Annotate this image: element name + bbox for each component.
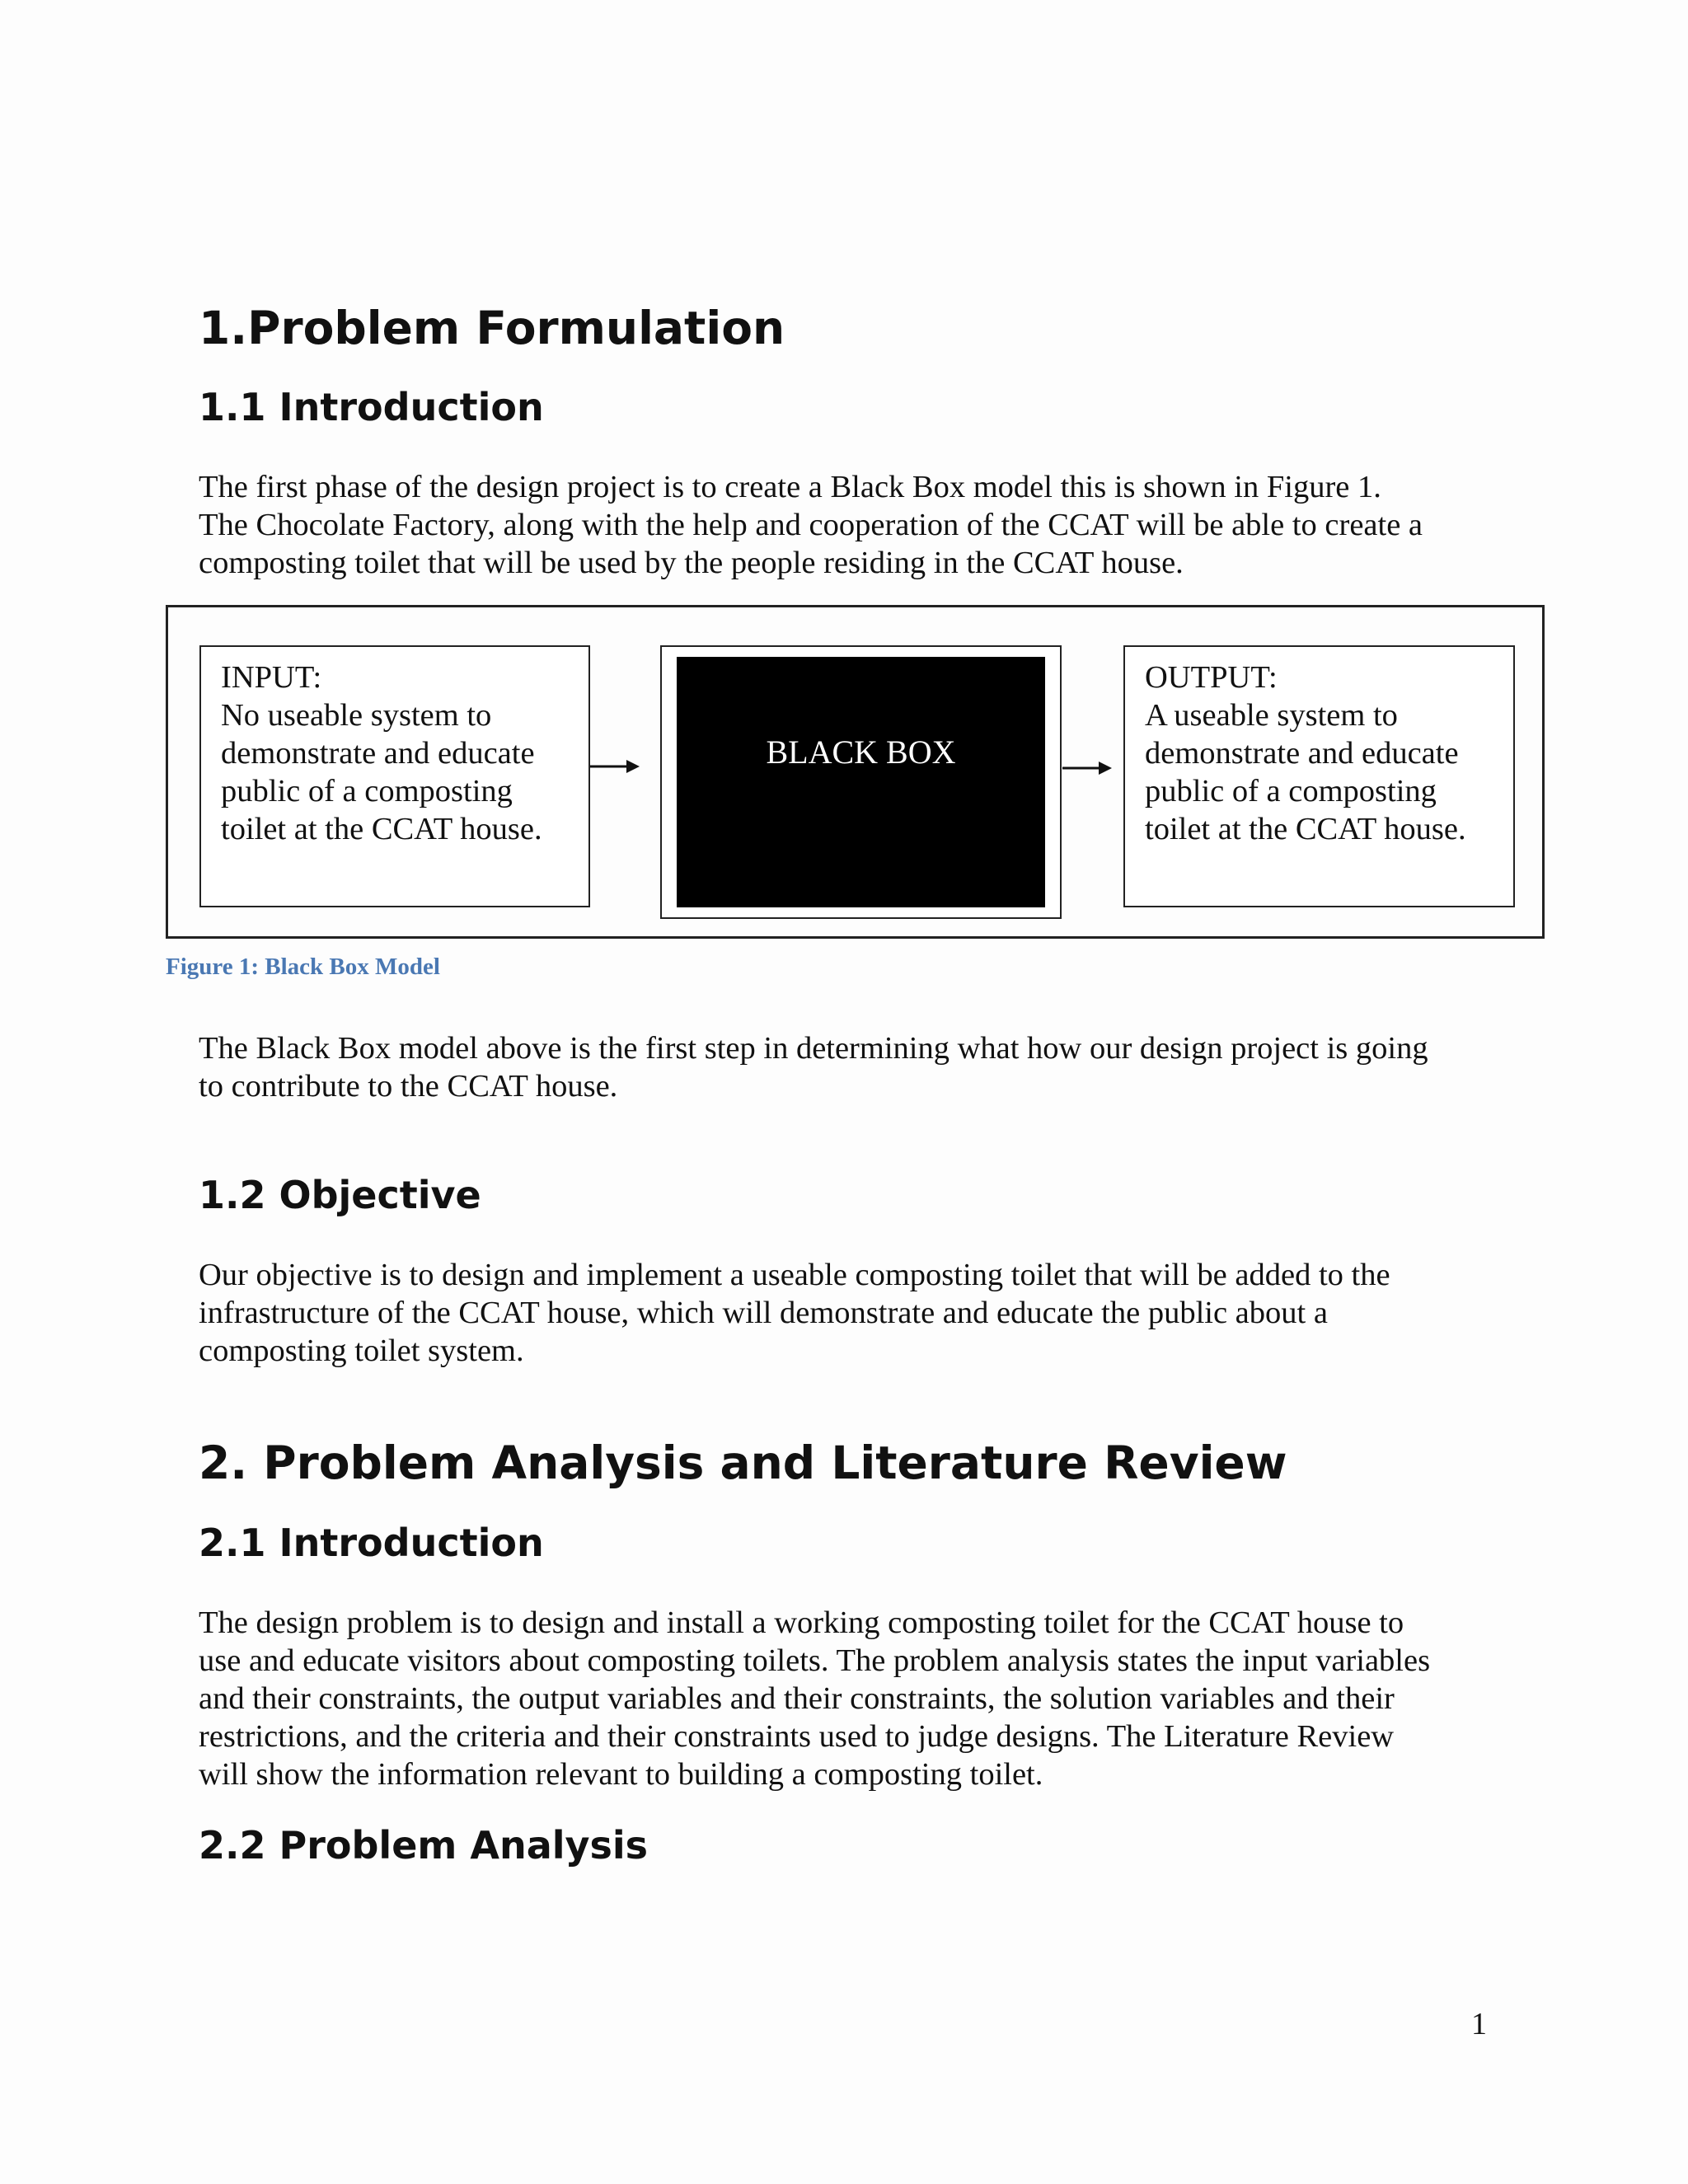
arrow-right-icon [588, 757, 641, 776]
output-label: OUTPUT: [1145, 660, 1278, 695]
text-line: The Chocolate Factory, along with the help and cooperation of the CCAT will be able to create a [199, 508, 1423, 542]
page-number: 1 [1471, 2007, 1487, 2041]
section-1-heading: 1.Problem Formulation [199, 302, 785, 354]
text-line: The first phase of the design project is to create a Black Box model this is shown in Figure 1. [199, 470, 1381, 504]
section-2-heading: 2. Problem Analysis and Literature Review [199, 1436, 1287, 1489]
text-line: toilet at the CCAT house. [1145, 812, 1466, 846]
text-line: public of a composting [221, 774, 513, 808]
input-box [199, 645, 590, 907]
text-line: to contribute to the CCAT house. [199, 1069, 618, 1104]
text-line: infrastructure of the CCAT house, which will demonstrate and educate the public about a [199, 1296, 1328, 1330]
text-line: The Black Box model above is the first step in determining what how our design project is going [199, 1031, 1428, 1066]
black-box [677, 657, 1045, 907]
text-line: public of a composting [1145, 774, 1437, 808]
section-2-2-heading: 2.2 Problem Analysis [199, 1823, 649, 1868]
text-line: demonstrate and educate [1145, 736, 1459, 771]
text-line: and their constraints, the output variables and their constraints, the solution variables and their [199, 1681, 1395, 1716]
section-2-1-paragraph [199, 1604, 1509, 1793]
text-line: composting toilet that will be used by the people residing in the CCAT house. [199, 546, 1184, 580]
text-line: use and educate visitors about composting toilets. The problem analysis states the input variables [199, 1643, 1431, 1678]
text-line: toilet at the CCAT house. [221, 812, 542, 846]
after-figure-paragraph [199, 1029, 1509, 1105]
section-1-2-heading: 1.2 Objective [199, 1173, 481, 1217]
text-line: demonstrate and educate [221, 736, 535, 771]
text-line: restrictions, and the criteria and their constraints used to judge designs. The Literature Review [199, 1719, 1395, 1754]
text-line: The design problem is to design and install a working composting toilet for the CCAT house to [199, 1605, 1404, 1640]
section-1-1-heading: 1.1 Introduction [199, 385, 544, 429]
text-line: composting toilet system. [199, 1333, 524, 1368]
text-line: A useable system to [1145, 698, 1398, 733]
section-1-1-paragraph [199, 468, 1509, 582]
figure-caption: Figure 1: Black Box Model [166, 954, 440, 980]
output-box [1123, 645, 1515, 907]
section-2-1-heading: 2.1 Introduction [199, 1521, 544, 1565]
text-line: No useable system to [221, 698, 492, 733]
text-line: Our objective is to design and implement a useable composting toilet that will be added to the [199, 1258, 1390, 1292]
black-box-label: BLACK BOX [766, 733, 956, 771]
objective-paragraph [199, 1256, 1509, 1370]
arrow-right-icon [1061, 758, 1114, 778]
input-label: INPUT: [221, 660, 322, 695]
text-line: will show the information relevant to building a composting toilet. [199, 1757, 1043, 1792]
